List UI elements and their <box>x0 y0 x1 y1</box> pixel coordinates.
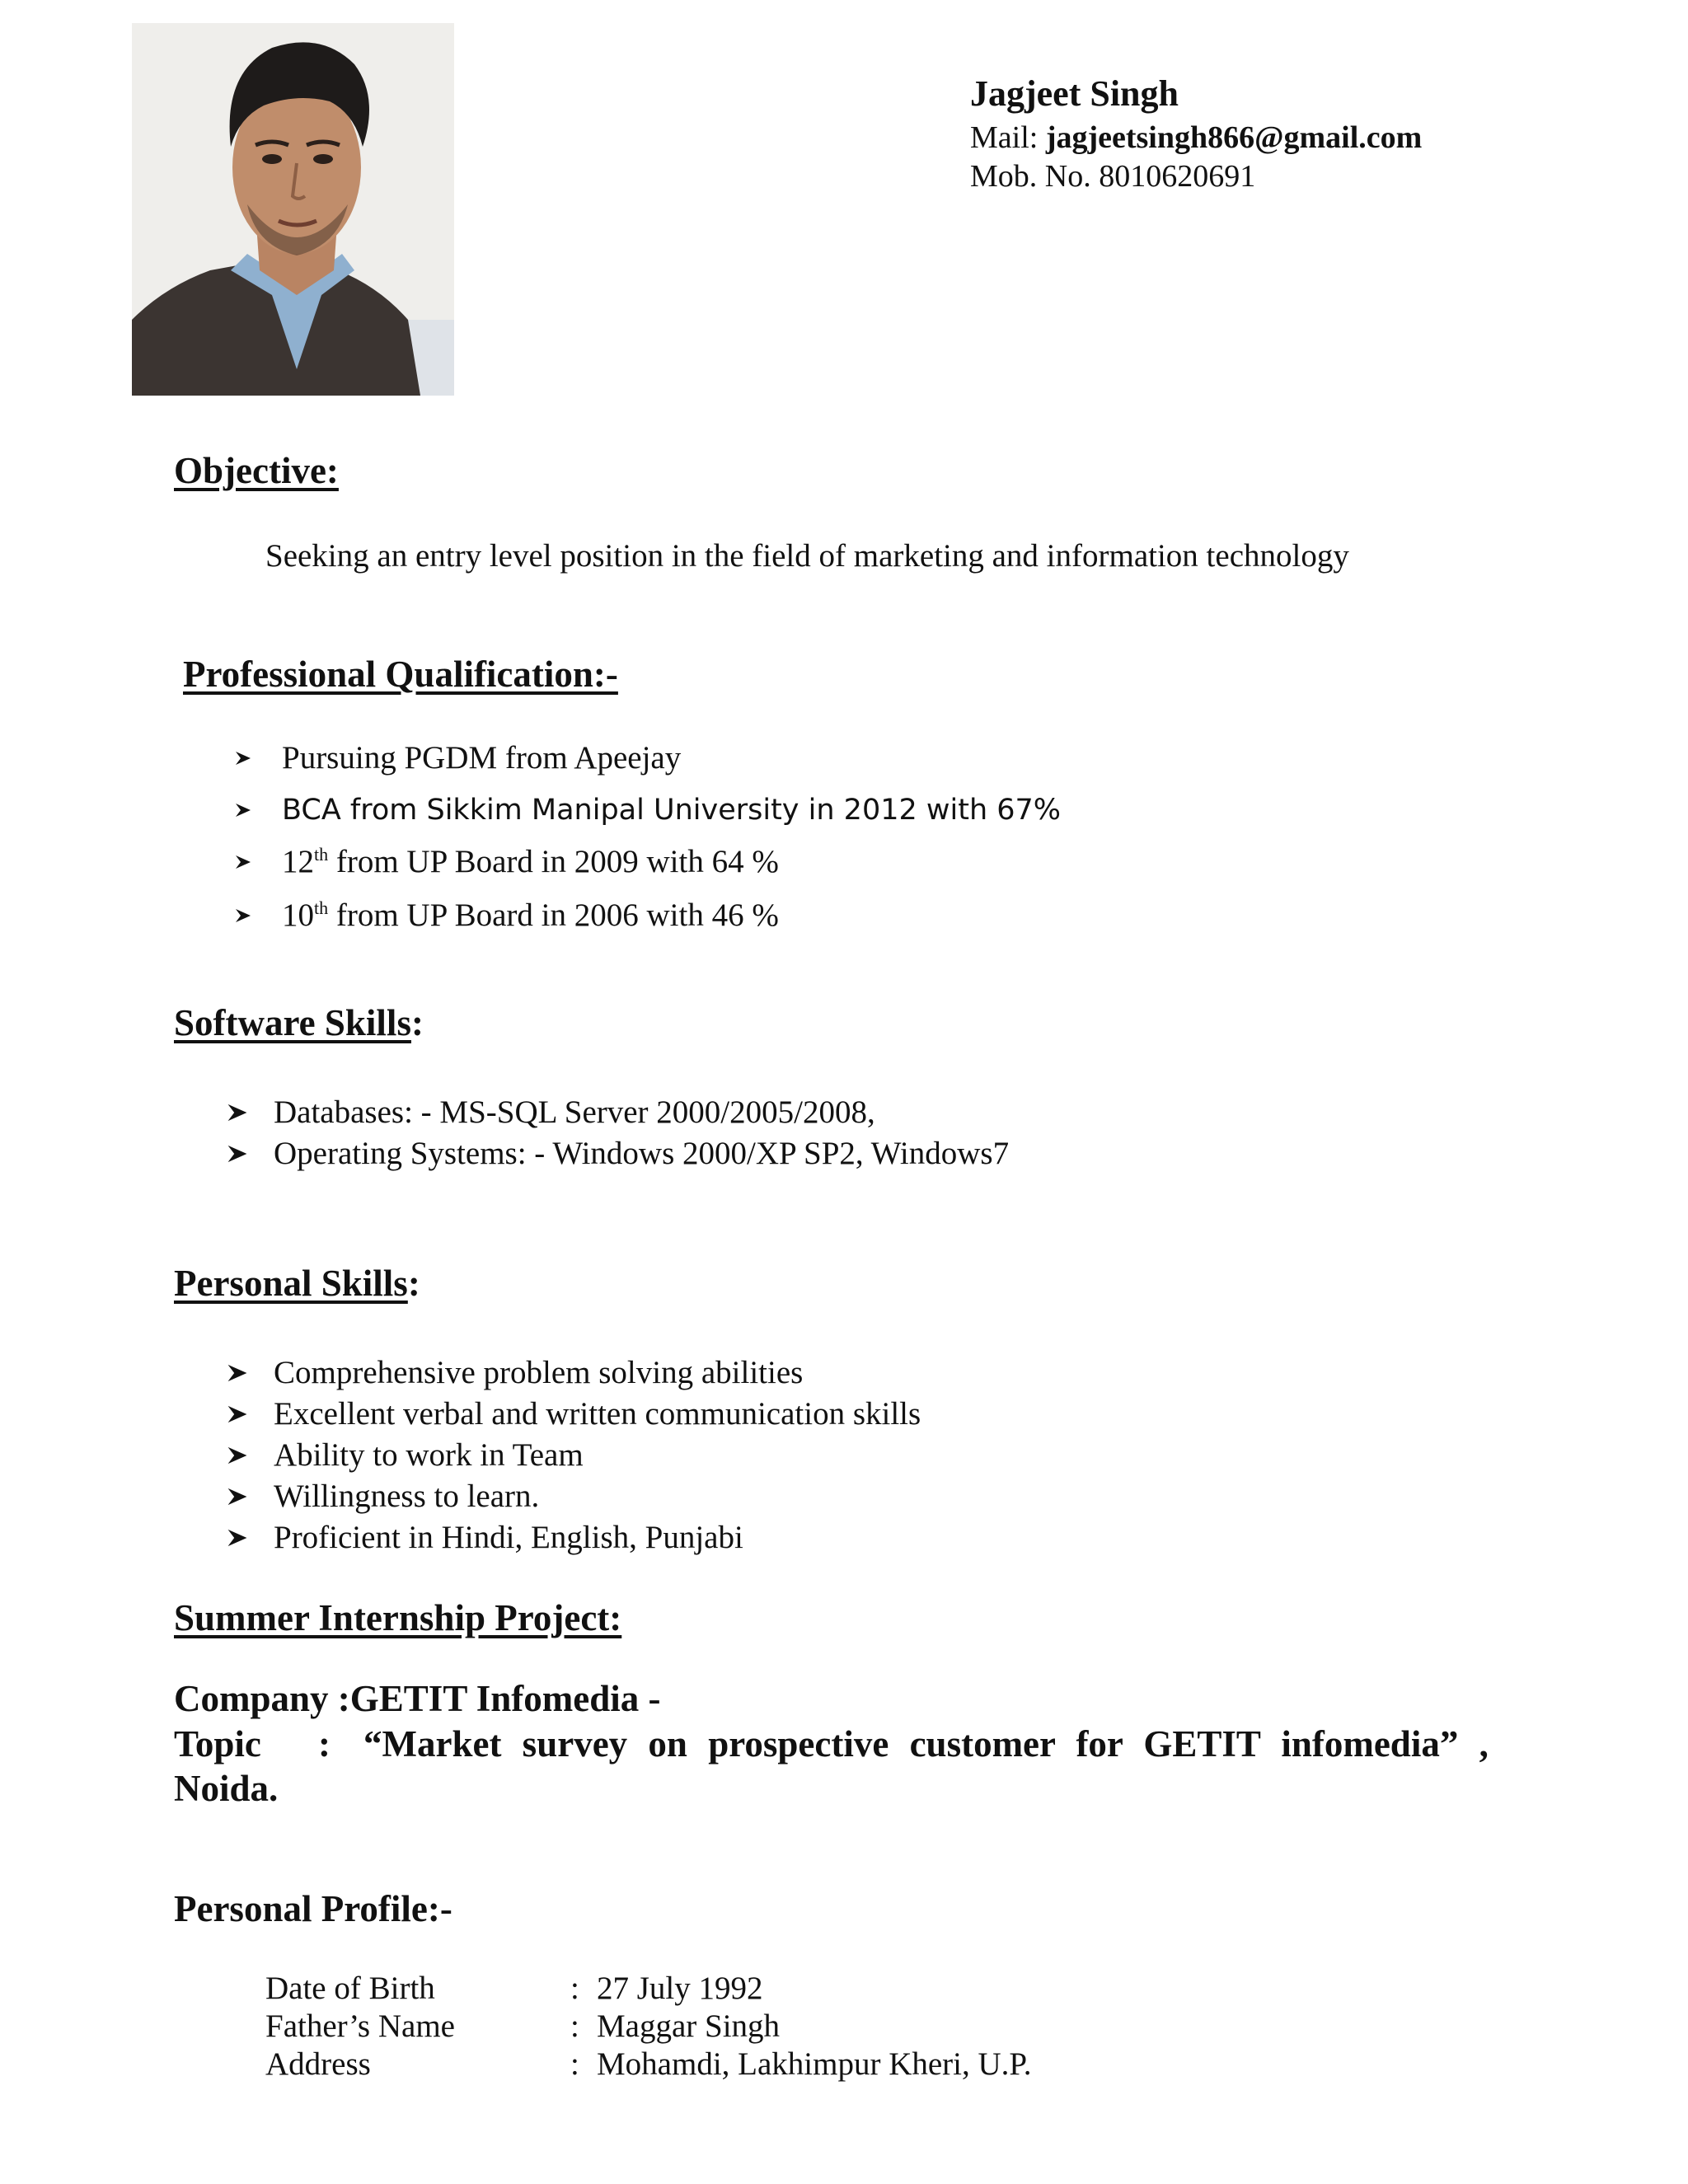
personal-skills-heading: Personal Skills: <box>174 1263 420 1304</box>
arrow-bullet-icon <box>226 1403 259 1426</box>
portrait-image <box>132 23 454 396</box>
profile-row-dob: Date of Birth : 27 July 1992 <box>265 1971 763 2006</box>
email-address[interactable]: jagjeetsingh866@gmail.com <box>1045 120 1423 155</box>
qualification-item: BCA from Sikkim Manipal University in 2012 with 67% <box>234 794 1061 827</box>
arrow-bullet-icon <box>226 1485 259 1508</box>
internship-topic: Topic : “Market survey on prospective customer for GETIT infomedia” , <box>174 1723 1489 1765</box>
mobile-number: Mob. No. 8010620691 <box>970 159 1256 194</box>
qualification-item: 12th from UP Board in 2009 with 64 % <box>234 843 779 880</box>
candidate-name: Jagjeet Singh <box>970 73 1179 114</box>
profile-row-father: Father’s Name : Maggar Singh <box>265 2008 781 2044</box>
internship-topic-continued: Noida. <box>174 1768 279 1809</box>
arrow-bullet-icon <box>226 1444 259 1467</box>
personal-profile-heading: Personal Profile:- <box>174 1888 452 1929</box>
personal-skill-item: Excellent verbal and written communication skills <box>226 1395 921 1432</box>
arrow-bullet-icon <box>226 1142 259 1165</box>
arrow-bullet-icon <box>234 749 267 767</box>
internship-company: Company :GETIT Infomedia - <box>174 1678 661 1719</box>
personal-skill-item: Comprehensive problem solving abilities <box>226 1354 803 1391</box>
internship-heading: Summer Internship Project: <box>174 1597 622 1638</box>
arrow-bullet-icon <box>234 801 267 819</box>
qualification-heading: Professional Qualification:- <box>183 654 618 695</box>
arrow-bullet-icon <box>234 853 267 871</box>
qualification-item: Pursuing PGDM from Apeejay <box>234 739 681 776</box>
personal-skill-item: Ability to work in Team <box>226 1436 584 1474</box>
personal-skill-item: Willingness to learn. <box>226 1478 539 1515</box>
arrow-bullet-icon <box>234 907 267 925</box>
email-line <box>970 120 1422 156</box>
qualification-item: 10th from UP Board in 2006 with 46 % <box>234 897 779 934</box>
profile-row-address: Address : Mohamdi, Lakhimpur Kheri, U.P. <box>265 2046 1032 2082</box>
objective-heading: Objective: <box>174 450 339 491</box>
profile-photo <box>132 23 454 396</box>
personal-skill-item: Proficient in Hindi, English, Punjabi <box>226 1519 743 1556</box>
software-skills-heading: Software Skills: <box>174 1002 424 1043</box>
software-skill-item: Databases: - MS-SQL Server 2000/2005/2008, <box>226 1094 875 1131</box>
arrow-bullet-icon <box>226 1526 259 1549</box>
arrow-bullet-icon <box>226 1101 259 1124</box>
arrow-bullet-icon <box>226 1361 259 1385</box>
objective-text: Seeking an entry level position in the field of marketing and information technology <box>265 538 1349 574</box>
email-label: Mail: <box>970 120 1039 155</box>
software-skill-item: Operating Systems: - Windows 2000/XP SP2, Windows7 <box>226 1135 1009 1172</box>
